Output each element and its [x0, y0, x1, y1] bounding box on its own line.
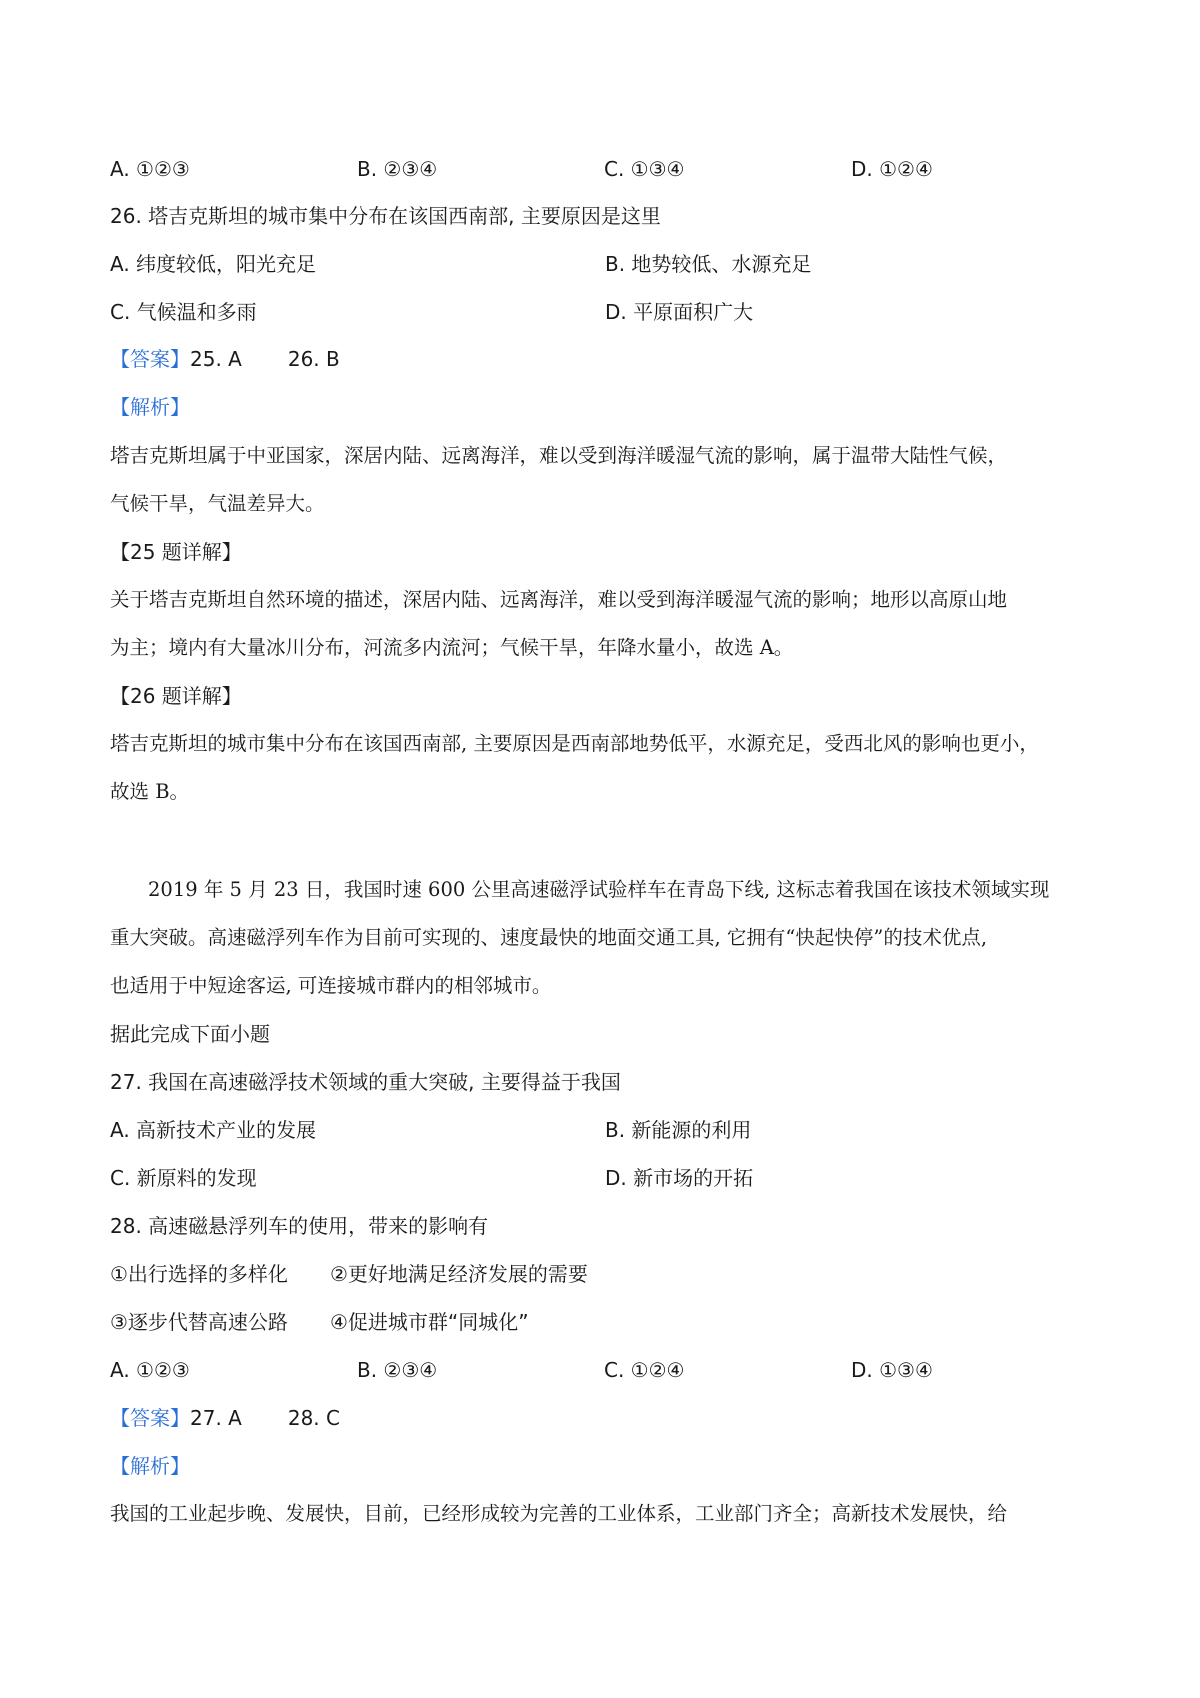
detail-26-title: 【26 题详解】: [110, 684, 242, 708]
q27-option-c: C. 新原料的发现: [110, 1166, 257, 1190]
answer-25: 25. A: [190, 347, 242, 371]
q27-options-row1: [110, 1115, 1100, 1145]
q26-option-a: A. 纬度较低，阳光充足: [110, 252, 317, 276]
q28-items-row2: [110, 1307, 1100, 1337]
answer-28: 28. C: [287, 1406, 340, 1430]
q26-stem: 26. 塔吉克斯坦的城市集中分布在该国西南部, 主要原因是这里: [110, 204, 661, 228]
passage-line-3: 也适用于中短途客运, 可连接城市群内的相邻城市。: [110, 974, 552, 997]
q27-stem: 27. 我国在高速磁浮技术领域的重大突破, 主要得益于我国: [110, 1070, 621, 1094]
answer-block-2: [110, 1403, 1100, 1433]
q27-option-a: A. 高新技术产业的发展: [110, 1118, 317, 1142]
analysis-2-line-1: 我国的工业起步晚、发展快，目前，已经形成较为完善的工业体系，工业部门齐全；高新技术发展快，给: [110, 1502, 1008, 1525]
analysis-1-line-2: 气候干旱，气温差异大。: [110, 492, 325, 515]
q28-item-3: ③逐步代替高速公路: [110, 1310, 288, 1334]
passage-line-2: 重大突破。高速磁浮列车作为目前可实现的、速度最快的地面交通工具, 它拥有“快起快停”的技术优点,: [110, 926, 988, 949]
answer-tag: 【答案】: [110, 1406, 190, 1430]
answer-tag: 【答案】: [110, 347, 190, 371]
q27-option-b: B. 新能源的利用: [605, 1118, 752, 1142]
q25-options: [110, 154, 1100, 184]
q25-option-c: C. ①③④: [604, 157, 685, 181]
detail-26-line-2: 故选 B。: [110, 780, 190, 803]
q26-option-b: B. 地势较低、水源充足: [605, 252, 812, 276]
q26-option-c: C. 气候温和多雨: [110, 300, 257, 324]
q28-option-c: C. ①②④: [604, 1358, 685, 1382]
q28-option-d: D. ①③④: [851, 1358, 933, 1382]
detail-25-title: 【25 题详解】: [110, 540, 242, 564]
q28-item-1: ①出行选择的多样化: [110, 1262, 288, 1286]
detail-25-line-1: 关于塔吉克斯坦自然环境的描述，深居内陆、远离海洋，难以受到海洋暖湿气流的影响；地形以高原山地: [110, 588, 1008, 611]
analysis-tag-1: 【解析】: [110, 395, 190, 419]
q27-options-row2: [110, 1163, 1100, 1193]
q26-options-row2: [110, 297, 1100, 327]
q28-option-b: B. ②③④: [357, 1358, 438, 1382]
answer-27: 27. A: [190, 1406, 242, 1430]
passage-instruction: 据此完成下面小题: [110, 1022, 270, 1046]
q25-option-a: A. ①②③: [110, 157, 190, 181]
q25-option-d: D. ①②④: [851, 157, 933, 181]
q27-option-d: D. 新市场的开拓: [605, 1166, 754, 1190]
analysis-1-line-1: 塔吉克斯坦属于中亚国家，深居内陆、远离海洋，难以受到海洋暖湿气流的影响，属于温带大陆性气候，: [110, 444, 1008, 467]
q28-item-2: ②更好地满足经济发展的需要: [329, 1262, 588, 1286]
analysis-tag-2: 【解析】: [110, 1454, 190, 1478]
q28-stem: 28. 高速磁悬浮列车的使用，带来的影响有: [110, 1214, 489, 1238]
answer-26: 26. B: [287, 347, 340, 371]
q28-option-a: A. ①②③: [110, 1358, 190, 1382]
passage-line-1: 2019 年 5 月 23 日，我国时速 600 公里高速磁浮试验样车在青岛下线, 这标志着我国在该技术领域实现: [148, 878, 1050, 901]
answer-block-1: [110, 344, 1100, 374]
detail-26-line-1: 塔吉克斯坦的城市集中分布在该国西南部, 主要原因是西南部地势低平，水源充足，受西北风的影响也更小，: [110, 732, 1039, 755]
q28-item-4: ④促进城市群“同城化”: [329, 1310, 529, 1334]
q26-options-row1: [110, 249, 1100, 279]
q25-option-b: B. ②③④: [357, 157, 438, 181]
q26-option-d: D. 平原面积广大: [605, 300, 754, 324]
q28-items-row1: [110, 1259, 1100, 1289]
detail-25-line-2: 为主；境内有大量冰川分布，河流多内流河；气候干旱，年降水量小，故选 A。: [110, 636, 794, 659]
q28-options: [110, 1355, 1100, 1385]
